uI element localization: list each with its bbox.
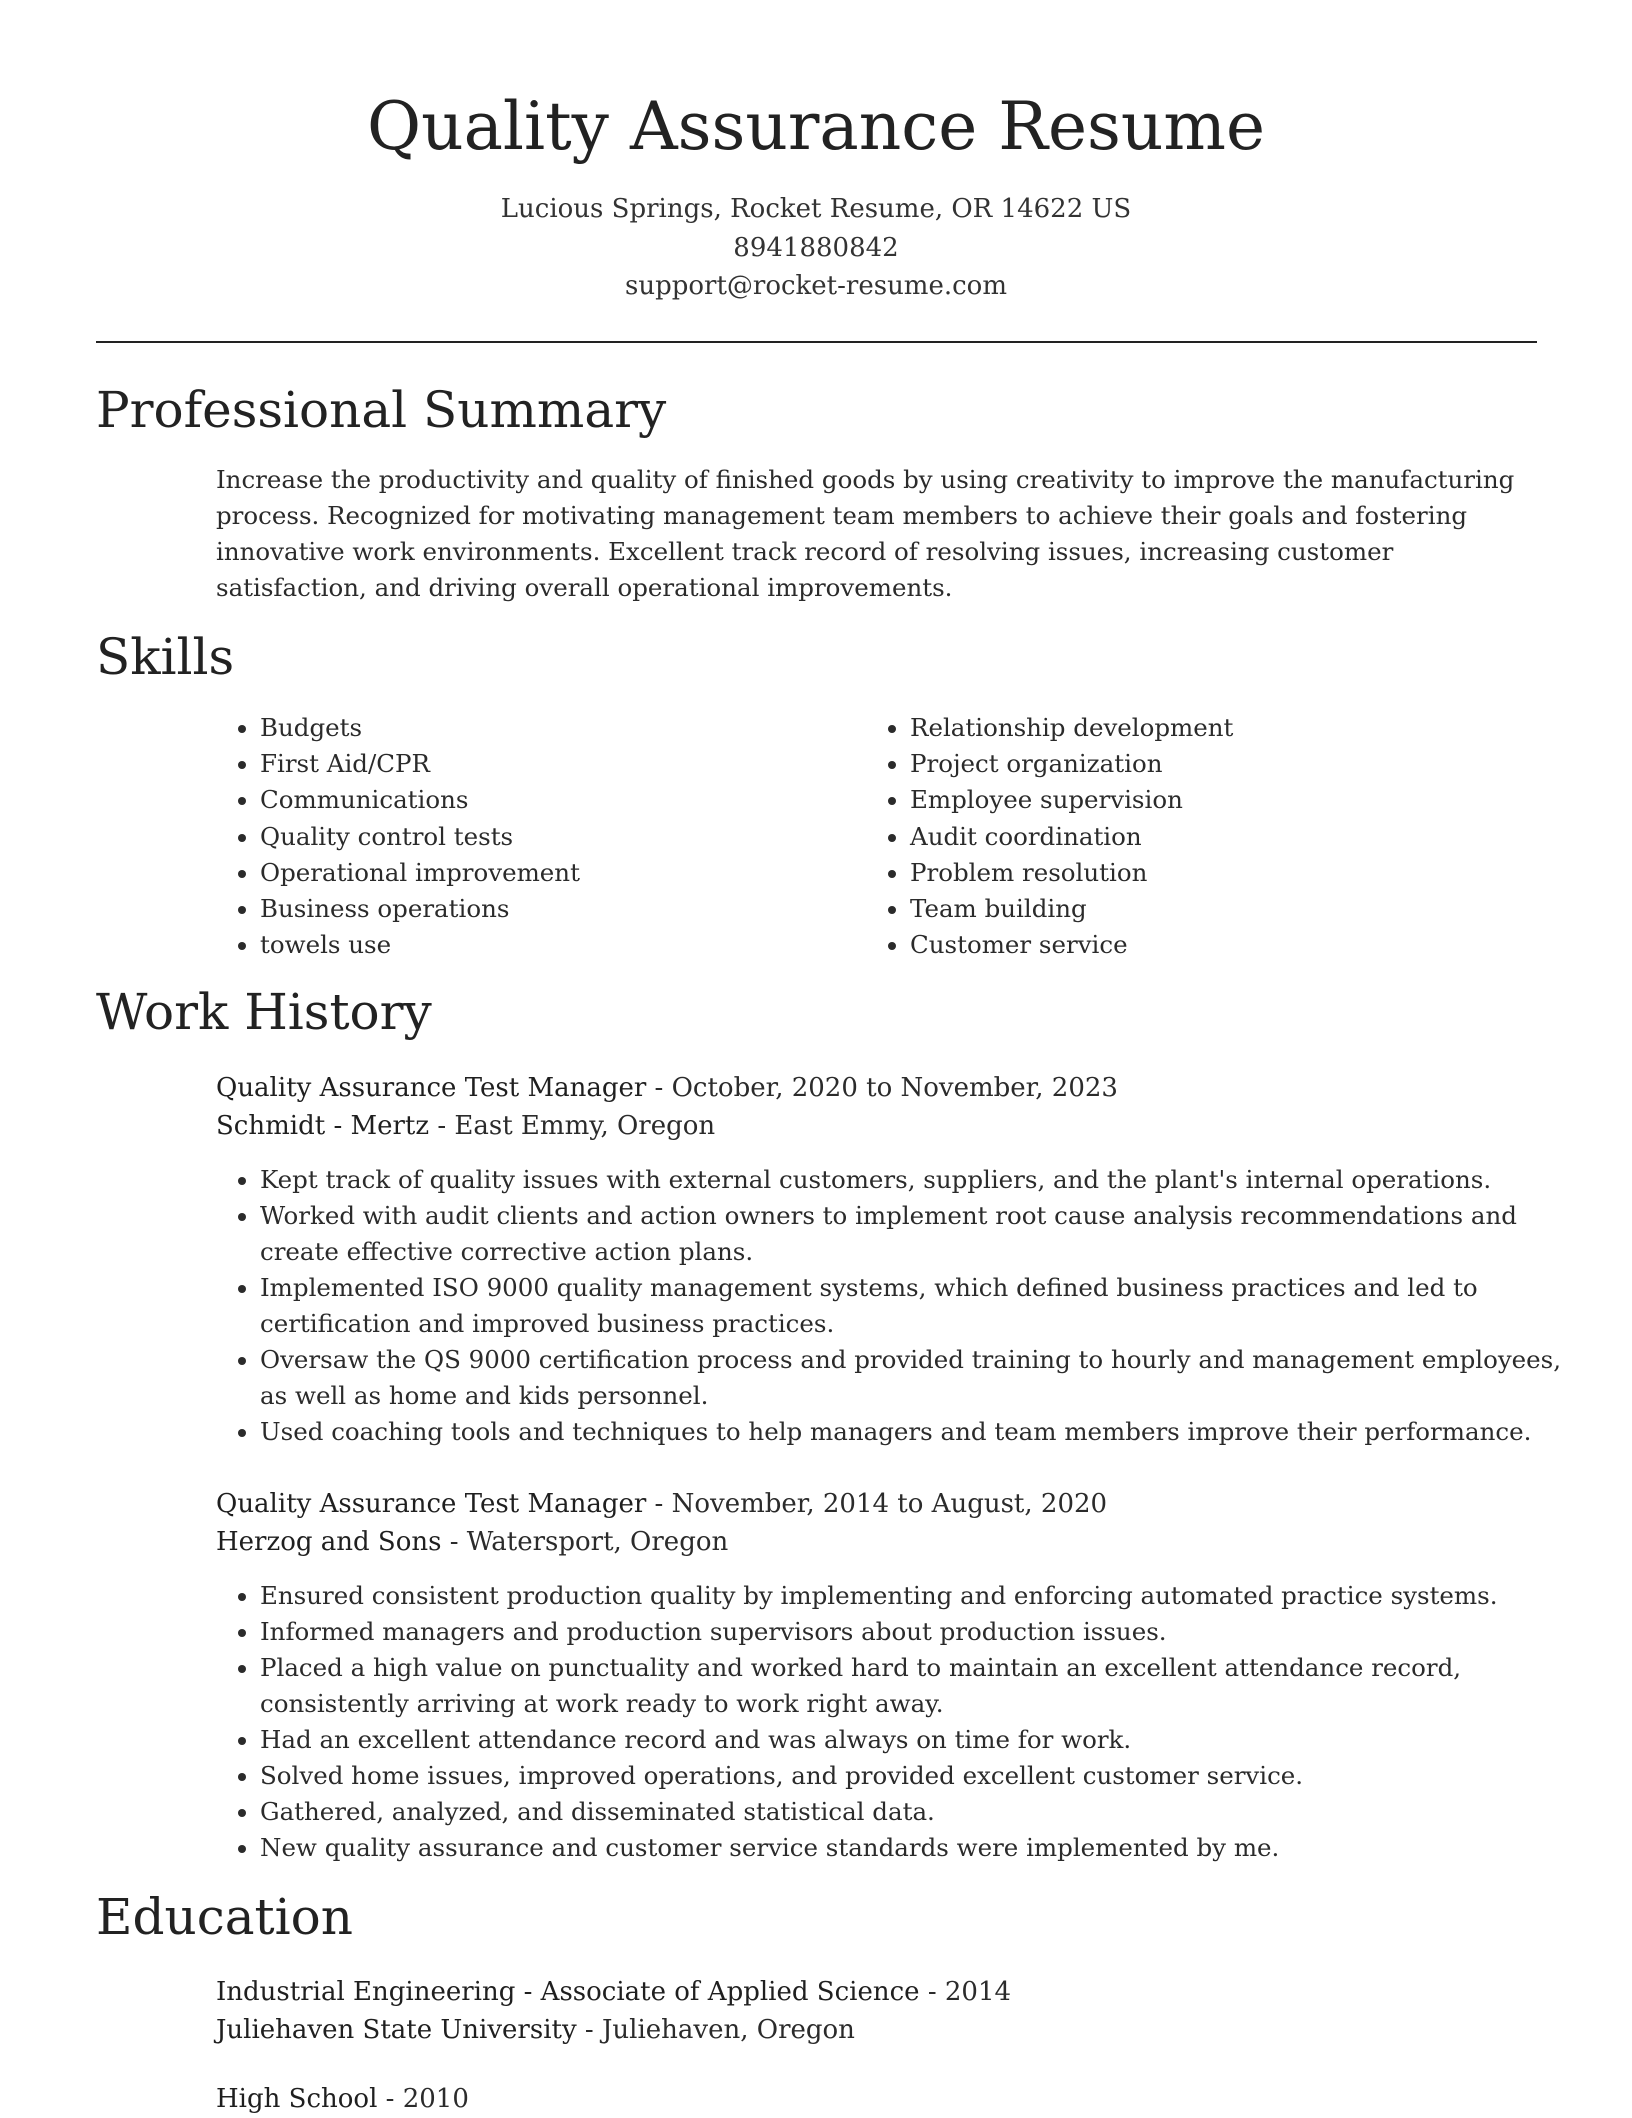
skill-item: • First Aid/CPR (260, 746, 580, 782)
education-degree: High School (216, 2084, 378, 2114)
skill-item: • Problem resolution (910, 855, 1233, 891)
job-bullet: • Worked with audit clients and action owners to implement root cause analysis recommendations and create effective corrective action plans. (260, 1198, 1590, 1270)
education-degree-line (216, 2080, 469, 2118)
skill-item: • Project organization (910, 746, 1233, 782)
job-bullet: • Solved home issues, improved operations, and provided excellent customer service. (260, 1758, 1590, 1794)
contact-phone: 8941880842 (733, 232, 899, 263)
job-title: Quality Assurance Test Manager (216, 1489, 647, 1519)
job-location: - East Emmy, Oregon (429, 1111, 716, 1141)
contact-block (0, 190, 1632, 306)
education-year: - 2010 (377, 2084, 469, 2114)
job-bullets (216, 1578, 1590, 1866)
summary-heading: Professional Summary (96, 381, 667, 439)
job-bullet: • New quality assurance and customer service standards were implemented by me. (260, 1830, 1590, 1866)
job-title-line (216, 1069, 1118, 1107)
skills-list-right (866, 710, 1233, 963)
skill-item: • Quality control tests (260, 819, 580, 855)
skill-item: • Business operations (260, 891, 580, 927)
job-dates: - October, 2020 to November, 2023 (646, 1073, 1118, 1103)
job-bullet: • Had an excellent attendance record and was always on time for work. (260, 1722, 1590, 1758)
job-company-line (216, 1107, 715, 1145)
skill-item: • Budgets (260, 710, 580, 746)
job-bullet: • Oversaw the QS 9000 certification process and provided training to hourly and management employees, as well as home and kids personnel. (260, 1342, 1590, 1414)
contact-address: Lucious Springs, Rocket Resume, OR 14622 US (500, 194, 1132, 224)
job-bullet: • Implemented ISO 9000 quality management systems, which defined business practices and led to certification and improved business practices. (260, 1270, 1590, 1342)
education-location: - Juliehaven, Oregon (576, 2015, 855, 2045)
job-title: Quality Assurance Test Manager (216, 1073, 647, 1103)
job-company: Schmidt - Mertz (216, 1111, 430, 1141)
skill-item: • towels use (260, 927, 580, 963)
skill-item: • Communications (260, 782, 580, 818)
skills-list-left (216, 710, 580, 963)
job-bullet: • Ensured consistent production quality by implementing and enforcing automated practice systems. (260, 1578, 1590, 1614)
skill-item: • Customer service (910, 927, 1233, 963)
job-company-line (216, 1523, 728, 1561)
job-dates: - November, 2014 to August, 2020 (646, 1489, 1108, 1519)
job-bullet: • Informed managers and production supervisors about production issues. (260, 1614, 1590, 1650)
education-school: Juliehaven State University (216, 2015, 577, 2045)
job-company: Herzog and Sons (216, 1527, 442, 1557)
education-heading: Education (96, 1888, 353, 1946)
resume-title: Quality Assurance Resume (366, 88, 1266, 165)
job-bullets (216, 1162, 1590, 1450)
skill-item: • Operational improvement (260, 855, 580, 891)
skill-item: • Employee supervision (910, 782, 1233, 818)
skill-item: • Audit coordination (910, 819, 1233, 855)
summary-text: Increase the productivity and quality of finished goods by using creativity to improve the manufacturing process. Recognized for motivating management team members to achieve their goals and fostering innovative work environments. Excellent track record of resolving issues, increasing customer satisfaction, and driving overall operational improvements. (216, 465, 1515, 602)
skill-item: • Relationship development (910, 710, 1233, 746)
job-bullet: • Used coaching tools and techniques to help managers and team members improve their performance. (260, 1414, 1590, 1450)
job-bullet: • Placed a high value on punctuality and worked hard to maintain an excellent attendance record, consistently arriving at work ready to work right away. (260, 1650, 1590, 1722)
job-bullet: • Gathered, analyzed, and disseminated statistical data. (260, 1794, 1590, 1830)
contact-email: support@rocket-resume.com (624, 271, 1007, 301)
education-year: - 2014 (919, 1977, 1012, 2007)
job-location: - Watersport, Oregon (441, 1527, 729, 1557)
header-divider (96, 341, 1537, 343)
education-degree-line (216, 1973, 1011, 2011)
job-title-line (216, 1485, 1107, 1523)
work-history-heading: Work History (96, 983, 432, 1041)
skill-item: • Team building (910, 891, 1233, 927)
skills-heading: Skills (96, 628, 235, 686)
education-degree: Industrial Engineering - Associate of Applied Science (216, 1977, 920, 2007)
education-school-line (216, 2011, 855, 2049)
job-bullet: • Kept track of quality issues with external customers, suppliers, and the plant's internal operations. (260, 1162, 1590, 1198)
